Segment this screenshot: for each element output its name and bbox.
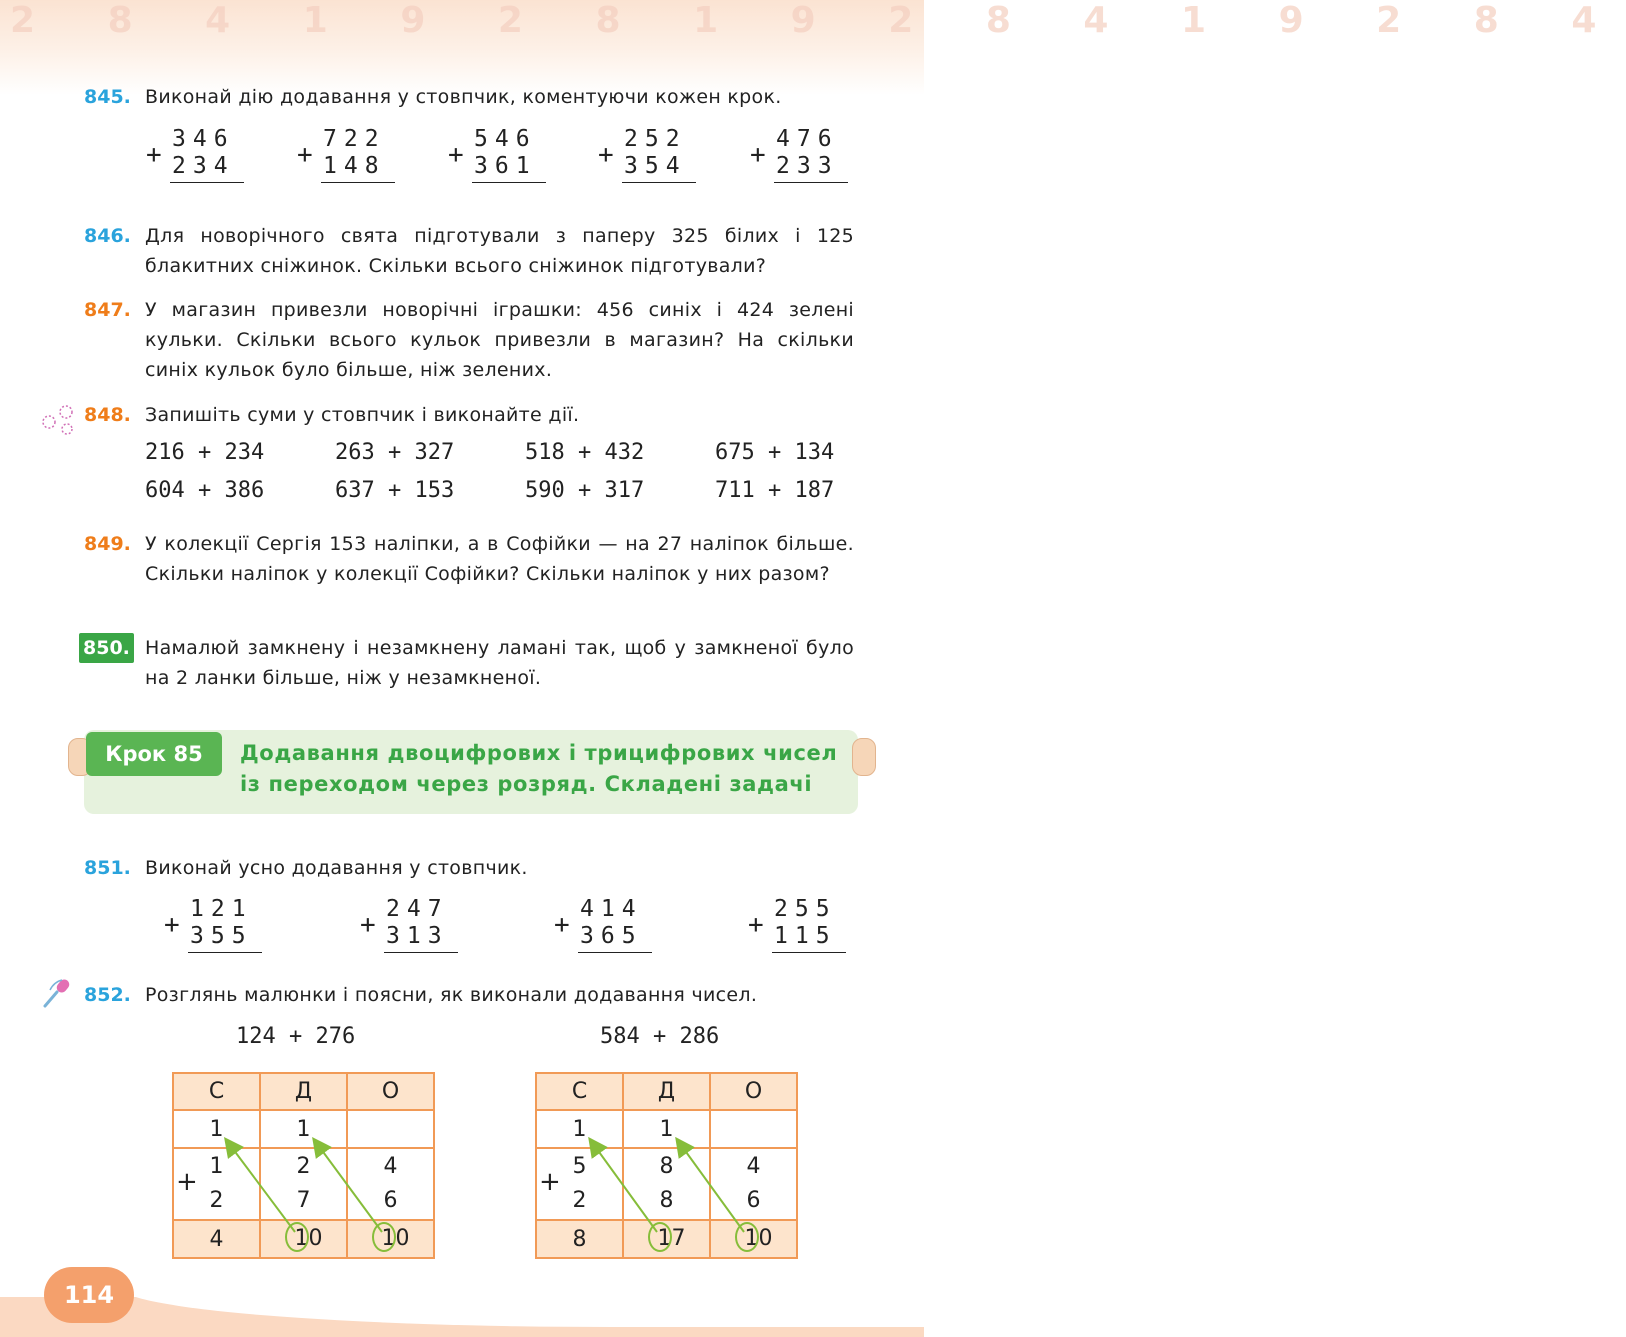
plus-sign: + — [539, 1167, 561, 1197]
addend-2: 313 — [386, 923, 449, 949]
addend-1: 546 — [474, 126, 537, 152]
add-cell: 4 6 — [710, 1148, 797, 1220]
decor-digits: 2 8 4 1 9 2 8 1 9 2 8 4 1 9 2 8 4 — [10, 0, 1626, 41]
res-cell: 10 — [347, 1220, 434, 1258]
expression-title: 124 + 276 — [236, 1024, 356, 1049]
plus-sign: + — [146, 140, 162, 170]
addend-1: 255 — [774, 896, 837, 922]
carry-cell: 1 — [623, 1110, 710, 1148]
plus-sign: + — [598, 140, 614, 170]
task-number: 852. — [84, 984, 131, 1006]
task-text: У магазин привезли новорічні іграшки: 456 синіх і 424 зелені кульки. Скільки всього кульок привезли в магазин? На скільки синіх кульок було більше, ніж зелених. — [145, 299, 854, 381]
expression: 637 + 153 — [335, 478, 455, 503]
expression: 263 + 327 — [335, 440, 455, 465]
expression: 216 + 234 — [145, 440, 265, 465]
plus-sign: + — [360, 910, 376, 940]
task-number: 850. — [79, 633, 134, 663]
addend-2: 233 — [776, 153, 839, 179]
plus-sign: + — [448, 140, 464, 170]
carry-arrow — [681, 1145, 744, 1232]
head-cell: С — [173, 1073, 260, 1110]
addend-1: 414 — [580, 896, 643, 922]
head-cell: С — [536, 1073, 623, 1110]
task-text: Виконай усно додавання у стовпчик. — [145, 857, 528, 879]
step-title-line: Додавання двоцифрових і трицифрових чисел — [240, 741, 838, 765]
addend-2: 115 — [774, 923, 837, 949]
task-number: 849. — [84, 533, 131, 555]
expression-title: 584 + 286 — [600, 1024, 720, 1049]
add-cell: 1 2 — [173, 1148, 260, 1220]
add-cell: 4 6 — [347, 1148, 434, 1220]
head-cell: О — [347, 1073, 434, 1110]
plus-sign: + — [554, 910, 570, 940]
task-number: 848. — [84, 404, 131, 426]
carry-cell: 1 — [260, 1110, 347, 1148]
addend-2: 354 — [624, 153, 687, 179]
expression: 711 + 187 — [715, 478, 835, 503]
step-label: Крок 85 — [86, 732, 222, 776]
res-cell: 10 — [710, 1220, 797, 1258]
addend-2: 234 — [172, 153, 235, 179]
res-cell: 4 — [173, 1220, 260, 1258]
expression: 518 + 432 — [525, 440, 645, 465]
plus-sign: + — [164, 910, 180, 940]
addend-1: 346 — [172, 126, 235, 152]
page-number: 114 — [44, 1267, 134, 1323]
plus-sign: + — [748, 910, 764, 940]
head-cell: Д — [260, 1073, 347, 1110]
res-cell: 10 — [260, 1220, 347, 1258]
add-cell: 2 7 — [260, 1148, 347, 1220]
task-number: 845. — [84, 86, 131, 108]
addend-1: 476 — [776, 126, 839, 152]
carry-arrow — [230, 1145, 295, 1232]
task-text: У колекції Сергія 153 наліпки, а в Софійки — на 27 наліпок більше. Скільки наліпок у колекції Софійки? Скільки наліпок у них разом? — [145, 533, 854, 585]
step-title-line: із переходом через розряд. Складені задачі — [240, 772, 813, 796]
task-text: Виконай дію додавання у стовпчик, коментуючи кожен крок. — [145, 86, 782, 108]
addend-2: 361 — [474, 153, 537, 179]
task-text: Намалюй замкнену і незамкнену ламані так, щоб у замкненої було на 2 ланки більше, ніж у незамкненої. — [145, 637, 854, 689]
plus-sign: + — [297, 140, 313, 170]
head-cell: О — [710, 1073, 797, 1110]
res-cell: 17 — [623, 1220, 710, 1258]
task-number: 846. — [84, 225, 131, 247]
addend-2: 365 — [580, 923, 643, 949]
addend-1: 252 — [624, 126, 687, 152]
carry-cell: 1 — [536, 1110, 623, 1148]
task-number: 851. — [84, 857, 131, 879]
carry-arrow — [318, 1145, 382, 1232]
addend-1: 722 — [323, 126, 386, 152]
expression: 604 + 386 — [145, 478, 265, 503]
carry-cell: 1 — [173, 1110, 260, 1148]
expression: 675 + 134 — [715, 440, 835, 465]
plus-sign: + — [176, 1167, 198, 1197]
task-number: 847. — [84, 299, 131, 321]
head-cell: Д — [623, 1073, 710, 1110]
addend-2: 355 — [190, 923, 253, 949]
carry-arrow — [594, 1145, 657, 1232]
plus-sign: + — [750, 140, 766, 170]
res-cell: 8 — [536, 1220, 623, 1258]
add-cell: 8 8 — [623, 1148, 710, 1220]
task-text: Запишіть суми у стовпчик і виконайте дії. — [145, 404, 580, 426]
addend-1: 121 — [190, 896, 253, 922]
addend-2: 148 — [323, 153, 386, 179]
addend-1: 247 — [386, 896, 449, 922]
add-cell: 5 2 — [536, 1148, 623, 1220]
task-text: Розглянь малюнки і поясни, як виконали додавання чисел. — [145, 984, 758, 1006]
expression: 590 + 317 — [525, 478, 645, 503]
task-text: Для новорічного свята підготували з паперу 325 білих і 125 блакитних сніжинок. Скільки всього сніжинок підготували? — [145, 225, 854, 277]
